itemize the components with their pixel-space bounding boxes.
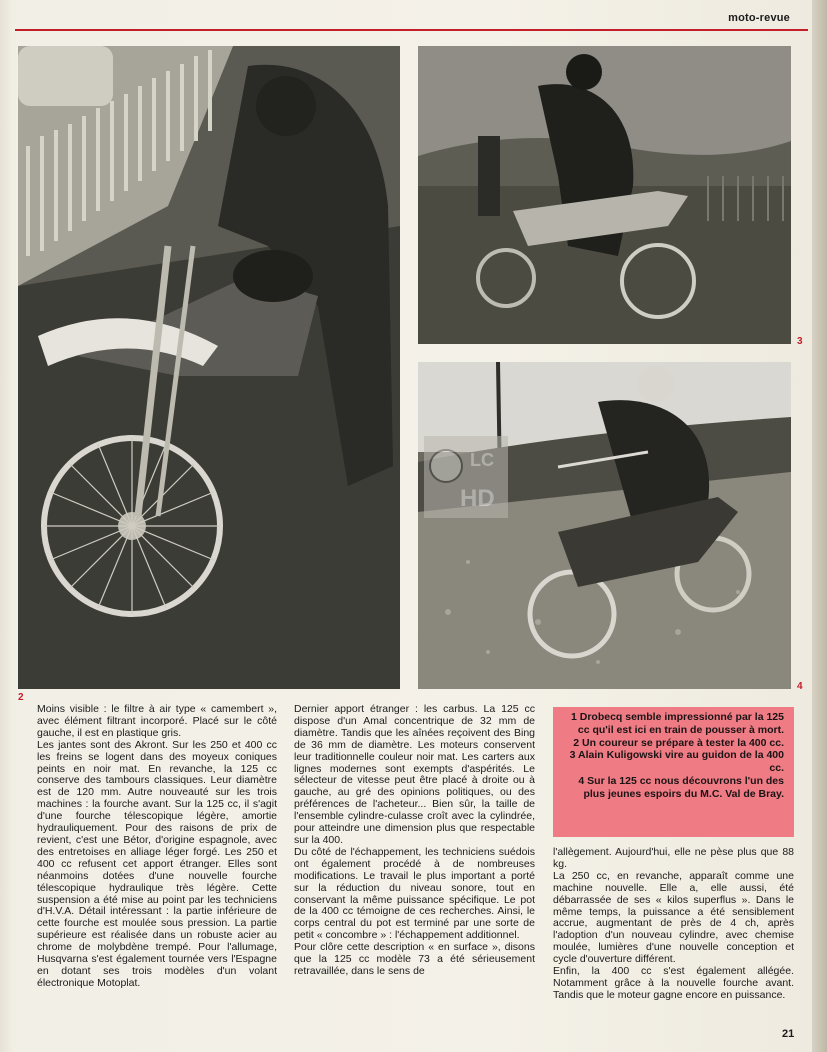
photo-2	[418, 46, 791, 344]
caption-2: 2 Un coureur se prépare à tester la 400 cc.	[573, 736, 784, 749]
paragraph: Dernier apport étranger : les carbus. La 125 cc dispose d'un Amal concentrique de 32 mm de diamètre. Tandis que les aînées reçoivent des Bing de 36 mm de diamètre. Les moteurs conservent leur traditionnelle couleur noir mat. Les carters aux lignes modernes sont exempts d'aspérités. Le sélecteur de vitesse peut être placé à droite ou à gauche, au gré des opinions politiques, ou des préférences de l'acheteur... Bien sûr, la taille de l'ensemble cylindre-culasse croît avec la cylindrée, pour atteindre une dimension plus que respectable sur la 400.	[294, 703, 535, 846]
text-column-2	[294, 704, 535, 978]
paragraph: Du côté de l'échappement, les techniciens suédois ont également procédé à de nombreuses modifications. Le travail le plus important a porté sur la réduction du niveau sonore, tout en conservant la même puissance spécifique. Le pot de la 400 cc témoigne de ces recherches. Ainsi, le corps central du pot est terminé par une sorte de petit « concombre » : l'échappement additionnel.	[294, 845, 535, 942]
caption-3: 3 Alain Kuligowski vire au guidon de la 400 cc.	[569, 749, 784, 775]
lc-hd-watermark	[424, 436, 508, 518]
header-rule	[15, 29, 808, 31]
photo-number-2: 2	[18, 692, 24, 703]
paragraph: Les jantes sont des Akront. Sur les 250 et 400 cc les freins se logent dans des moyeux coniques peints en noir mat. En revanche, la 125 cc conserve des tambours classiques. Leur diamètre est de 120 mm. Autre nouveauté sur les trois machines : la fourche avant. Sur la 125 cc, il s'agit d'une fourche télescopique légère, amortie hydrauliquement. Pour des raisons de prix de revient, c'est une Bétor, d'origine espagnole, avec des entretoises en alliage léger forgé. Les 250 et 400 cc refusent cet apport étranger. Elles sont néanmoins dotées d'une nouvelle fourche télescopique hydraulique très légère. Cette suspension a été mise au point par les techniciens d'H.V.A. Détail intéressant : la partie inférieure de cette fourche est moulée sous pression. La partie supérieure est réalisée dans un robuste acier au chrome de molybdène trempé. Pour l'allumage, Husqvarna s'est également tournée vers l'Espagne en dotant ses trois modèles d'un volant électronique Motoplat.	[37, 738, 277, 989]
photo-number-3: 3	[797, 336, 803, 347]
paragraph: Moins visible : le filtre à air type « camembert », avec élément filtrant incorporé. Placé sur le côté gauche, il est en plastique gris.	[37, 703, 277, 739]
caption-4: 4 Sur la 125 cc nous découvrons l'un des plus jeunes espoirs du M.C. Val de Bray.	[578, 774, 784, 800]
photo-number-4: 4	[797, 681, 803, 692]
watermark-line1: LC	[470, 450, 494, 470]
paragraph: l'allègement. Aujourd'hui, elle ne pèse plus que 88 kg.	[553, 846, 794, 870]
watermark-line2: HD	[460, 485, 495, 512]
magazine-header: moto-revue	[728, 12, 790, 24]
caption-1: 1 Drobecq semble impressionné par la 125 cc qu'il est ici en train de pousser à mort.	[570, 711, 784, 736]
photo-captions	[553, 707, 794, 837]
page-number: 21	[782, 1028, 795, 1040]
text-column-3	[553, 847, 794, 1002]
paragraph: La 250 cc, en revanche, apparaît comme une machine nouvelle. Elle a, elle aussi, été débarrassée de ses « kilos superflus ». Dans le même temps, la puissance a été sensiblement accrue, augmentant de près de 4 ch, après l'adoption d'un nouveau cylindre, avec chemise moulée, lumières d'une nouvelle conception et cycle d'ouverture différent.	[553, 869, 794, 966]
page-edge	[812, 0, 827, 1052]
photo-3	[418, 362, 791, 689]
paragraph: Pour clôre cette description « en surface », disons que la 125 cc modèle 73 a été sérieusement retravaillée, dans le sens de	[294, 941, 535, 977]
text-column-1	[37, 704, 277, 990]
paragraph: Enfin, la 400 cc s'est également allégée. Notamment grâce à la nouvelle fourche avant. Tandis que le moteur gagne encore en puissance.	[553, 965, 794, 1001]
photo-1	[18, 46, 400, 689]
